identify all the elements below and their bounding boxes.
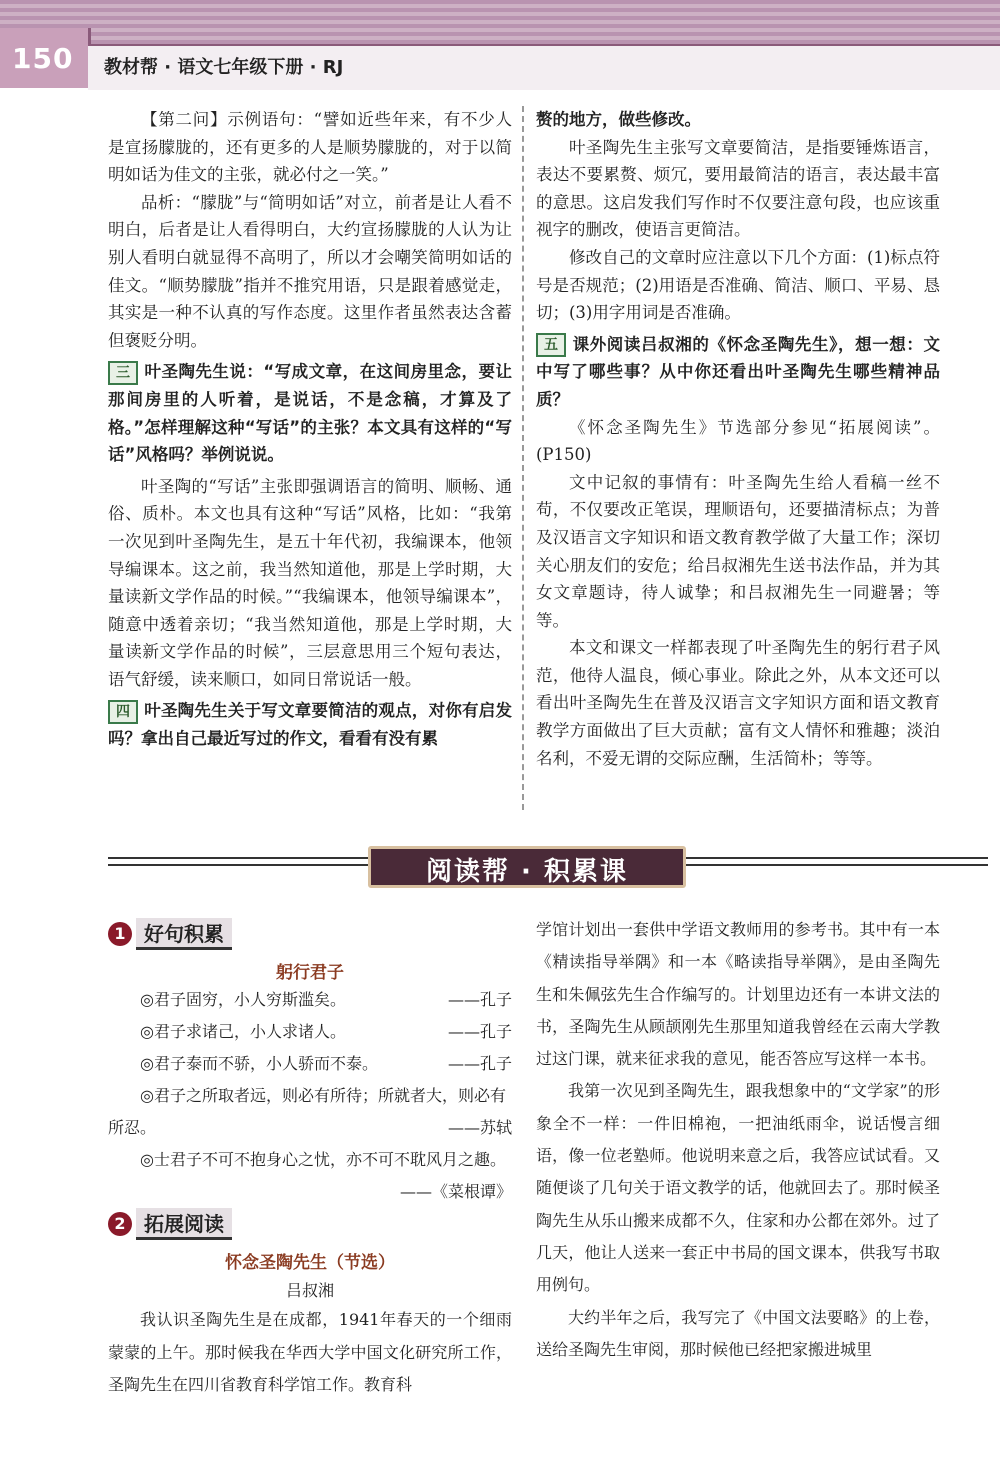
answer-paragraph: 【第二问】示例语句：“譬如近些年来，有不少人是宣扬朦胧的，还有更多的人是顺势朦胧的，对于以简明如话为佳文的主张，就必付之一笑。”: [108, 110, 512, 185]
article-paragraph: 大约半年之后，我写完了《中国文法要略》的上卷，送给圣陶先生审阅，那时候他已经把家搬进城里: [536, 1307, 940, 1359]
quote-text: ◎士君子不可不抱身心之忧，亦不可不耽风月之趣。: [140, 1150, 506, 1169]
page-number-box: [0, 28, 91, 88]
question-4-text: 叶圣陶先生关于写文章要简洁的观点，对你有启发吗？拿出自己最近写过的作文，看看有没有累: [108, 701, 512, 749]
question-number-badge: 五: [536, 333, 566, 357]
section-label: 拓展阅读: [136, 1208, 232, 1240]
answer-paragraph: 文中记叙的事情有：叶圣陶先生给人看稿一丝不苟，不仅要改正笔误，理顺语句，还要描清标点；为普及汉语言文字知识和语文教育教学做了大量工作；深切关心朋友们的安危；给吕叔湘先生送书法作品，并为其女文章题诗，待人诚挚；和吕叔湘先生一同避暑；等等。: [536, 472, 940, 630]
question-3: [108, 358, 512, 468]
page-number: 150: [12, 42, 74, 75]
answer-paragraph: 本文和课文一样都表现了叶圣陶先生的躬行君子风范，他待人温良，倾心事业。除此之外，从本文还可以看出叶圣陶先生在普及汉语言文字知识方面和语文教育教学方面做出了巨大贡献；富有文人情怀和雅趣；淡泊名利，不爱无谓的交际应酬，生活简朴；等等。: [536, 638, 940, 768]
quote-source: ——孔子: [447, 1022, 512, 1041]
section-label: 好句积累: [136, 918, 232, 950]
question-4-continued: 赘的地方，做些修改。: [536, 110, 701, 129]
quote-item: [108, 1080, 512, 1144]
section-subtitle: 躬行君子: [276, 963, 344, 983]
section-number: 1: [108, 922, 132, 946]
question-3-text: 叶圣陶先生说：“写成文章，在这间房里念，要让那间房里的人听着，是说话，不是念稿，才算及了格。”怎样理解这种“写话”的主张？本文具有这样的“写话”风格吗？举例说说。: [108, 362, 512, 465]
analysis-paragraph: 品析：“朦胧”与“简明如话”对立，前者是让人看不明白，后者是让人看得明白，大约宣扬朦胧的人认为让别人看明白就显得不高明了，所以才会嘲笑简明如话的佳文。“顺势朦胧”指并不推究用语，只是跟着感觉走，其实是一种不认真的写作态度。这里作者虽然表达含蓄但褒贬分明。: [108, 192, 512, 350]
quote-text: ◎君子固穷，小人穷斯滥矣。: [140, 990, 346, 1009]
question-number-badge: 四: [108, 700, 138, 724]
quote-text: ◎君子之所取者远，则必有所待；所就者大，则必有所忍。: [108, 1086, 506, 1137]
quote-item: [108, 984, 512, 1016]
quote-text: ◎君子求诸己，小人求诸人。: [140, 1022, 346, 1041]
answer-paragraph: 叶圣陶先生主张写文章要简洁，是指要锤炼语言，表达不要累赘、烦冗，要用最简洁的语言，表达最丰富的意思。这启发我们写作时不仅要注意句段，也应该重视字的删改，使语言更简洁。: [536, 137, 940, 240]
quote-text: ◎君子泰而不骄，小人骄而不泰。: [140, 1054, 378, 1073]
answer-paragraph: 修改自己的文章时应注意以下几个方面：(1)标点符号是否规范；(2)用语是否准确、简洁、顺口、平易、恳切；(3)用字用词是否准确。: [536, 247, 940, 323]
quote-source: ——苏轼: [447, 1118, 512, 1137]
section-number: 2: [108, 1212, 132, 1236]
quote-source: ——孔子: [447, 1054, 512, 1073]
section-heading-2: [108, 1208, 232, 1238]
article-author: 吕叔湘: [285, 1281, 334, 1300]
section-heading-1: [108, 918, 232, 948]
article-paragraph: 我认识圣陶先生是在成都，1941年春天的一个细雨蒙蒙的上午。那时候我在华西大学中国文化研究所工作，圣陶先生在四川省教育科学馆工作。教育科: [108, 1310, 512, 1394]
question-4: [108, 697, 512, 752]
article-left-text: [108, 1304, 512, 1402]
left-column: [108, 106, 512, 753]
right-column: [536, 106, 940, 772]
article-paragraph: 我第一次见到圣陶先生，跟我想象中的“文学家”的形象全不一样：一件旧棉袍，一把油纸雨伞，说话慢言细语，像一位老塾师。他说明来意之后，我答应试试看。又随便谈了几句关于语文教学的话，他就回去了。那时候圣陶先生从乐山搬来成都不久，住家和办公都在郊外。过了几天，他让人送来一套正中书局的国文课本，供我写书取用例句。: [536, 1081, 940, 1295]
quote-source: ——《菜根谭》: [399, 1182, 512, 1201]
article-paragraph: 学馆计划出一套供中学语文教师用的参考书。其中有一本《精读指导举隅》和一本《略读指导举隅》，是由圣陶先生和朱佩弦先生合作编写的。计划里边还有一本讲文法的书，圣陶先生从顾颉刚先生那里知道我曾经在云南大学教过这门课，就来征求我的意见，能否答应写这样一本书。: [536, 920, 940, 1069]
quote-list: [108, 984, 512, 1208]
answer-paragraph: 《怀念圣陶先生》节选部分参见“拓展阅读”。(P150): [536, 417, 940, 465]
quote-item: [108, 1144, 512, 1201]
question-5-text: 课外阅读吕叔湘的《怀念圣陶先生》，想一想：文中写了哪些事？从中你还看出叶圣陶先生哪些精神品质？: [536, 334, 940, 409]
banner-title: 阅读帮 · 积累课: [426, 857, 628, 887]
section-banner: [368, 846, 686, 888]
question-number-badge: 三: [108, 361, 138, 385]
question-5: [536, 331, 940, 414]
book-title: 教材帮 · 语文七年级下册 · RJ: [104, 57, 344, 78]
article-right-text: [536, 914, 940, 1366]
quote-item: [108, 1016, 512, 1048]
answer-paragraph: 叶圣陶的“写话”主张即强调语言的简明、顺畅、通俗、质朴。本文也具有这种“写话”风格，比如：“我第一次见到叶圣陶先生，是五十年代初，我编课本，他领导编课本。这之前，我当然知道他，那是上学时期，大量读新文学作品的时候。”“我编课本，他领导编课本”，随意中透着亲切；“我当然知道他，那是上学时期，大量读新文学作品的时候”，三层意思用三个短句表达，语气舒缓，读来顺口，如同日常说话一般。: [108, 476, 512, 689]
quote-source: ——孔子: [447, 990, 512, 1009]
quote-item: [108, 1048, 512, 1080]
article-title: 怀念圣陶先生（节选）: [225, 1253, 395, 1273]
column-divider: [522, 106, 524, 810]
